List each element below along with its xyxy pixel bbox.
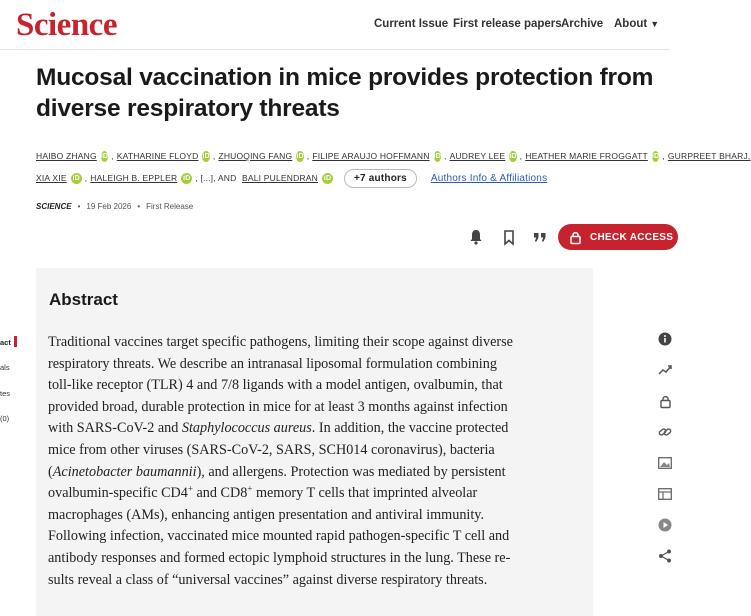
article-meta: SCIENCE • 19 Feb 2026 • First Release xyxy=(36,202,194,211)
abstract-line: respiratory threats. We describe an intranasal liposomal formulation combining xyxy=(48,355,497,372)
author-row-1: HAIBO ZHANG iD , KATHARINE FLOYD iD , ZHUOQING FANG iD , FILIPE ARAUJO HOFFMANN iD , AUDREY LEE iD , HEATHER MARIE FROGGATT iD , GURPREET BHARJ, xyxy=(36,151,751,161)
check-access-label: CHECK ACCESS xyxy=(590,231,674,243)
science-logo[interactable]: Science xyxy=(16,7,117,43)
orcid-icon[interactable]: iD xyxy=(72,174,80,182)
nav-about-label: About xyxy=(614,18,648,30)
author-ellipsis: , [...], AND xyxy=(195,173,237,183)
journal-name[interactable]: SCIENCE xyxy=(36,202,72,211)
abstract-line: with SARS-CoV-2 and Staphylococcus aureus. In addition, the vaccine protected xyxy=(48,420,509,437)
abstract-heading: Abstract xyxy=(49,290,118,309)
author-link[interactable]: FILIPE ARAUJO HOFFMANN xyxy=(312,151,430,161)
chevron-down-icon: ▼ xyxy=(650,19,660,29)
nav-current-issue[interactable]: Current Issue xyxy=(374,18,449,30)
share-icon[interactable] xyxy=(652,545,678,567)
author-link[interactable]: HEATHER MARIE FROGGATT xyxy=(525,151,648,161)
abstract-line: macrophages (AMs), enhancing antigen presentation and antiviral immunity. xyxy=(48,506,485,523)
author-row-2: XIA XIE iD , HALEIGH B. EPPLER iD , [...], AND BALI PULENDRAN iD +7 authors Authors Info & Affiliations xyxy=(36,167,676,189)
abstract-line: toll-like receptor (TLR) 4 and 7/8 ligands with a model antigen, ovalbumin, that xyxy=(48,377,503,394)
side-nav-item[interactable]: tes xyxy=(0,389,11,398)
author-link[interactable]: KATHARINE FLOYD xyxy=(116,151,199,161)
abstract-line: Traditional vaccines target specific pathogens, limiting their scope against diverse xyxy=(48,334,513,350)
quote-icon[interactable] xyxy=(530,225,550,249)
author-link[interactable]: HAIBO ZHANG xyxy=(36,151,97,161)
abstract-line: antibody responses and formed ectopic lymphoid structures in the lung. These re- xyxy=(48,549,511,566)
author-link[interactable]: GURPREET BHARJ, xyxy=(667,151,751,161)
abstract-line: (Acinetobacter baumannii), and allergens. Protection was mediated by persistent xyxy=(48,463,506,480)
lock-icon[interactable] xyxy=(652,390,678,412)
table-icon[interactable] xyxy=(652,483,678,505)
orcid-icon[interactable]: iD xyxy=(433,152,441,160)
side-nav-item[interactable]: (0) xyxy=(0,414,10,423)
more-authors-button[interactable]: +7 authors xyxy=(344,169,417,188)
abstract-line: sults reveal a class of “universal vaccines” against diverse respiratory threats. xyxy=(48,571,488,588)
bell-icon[interactable] xyxy=(466,225,486,249)
side-nav-item[interactable]: als xyxy=(0,363,10,372)
abstract-text xyxy=(48,332,576,591)
bookmark-icon[interactable] xyxy=(499,225,519,249)
orcid-icon[interactable]: iD xyxy=(296,152,304,160)
trend-icon[interactable] xyxy=(652,359,678,381)
check-access-button[interactable] xyxy=(558,224,678,250)
publication-status: First Release xyxy=(146,202,194,211)
side-nav-active-indicator xyxy=(14,336,17,347)
article-title: Mucosal vaccination in mice provides protection from diverse respiratory threats xyxy=(36,64,654,122)
publication-date: 19 Feb 2026 xyxy=(86,202,132,211)
orcid-icon[interactable]: iD xyxy=(651,152,660,160)
nav-about[interactable] xyxy=(614,18,659,30)
side-nav-abstract[interactable]: act xyxy=(0,338,11,347)
nav-archive[interactable]: Archive xyxy=(561,18,604,30)
link-icon[interactable] xyxy=(652,421,678,443)
nav-first-release[interactable]: First release papers xyxy=(453,18,562,30)
abstract-section xyxy=(36,268,593,616)
top-nav-bar xyxy=(0,0,670,50)
abstract-line: mice from other viruses (SARS-CoV-2, SARS, SCH014 coronavirus), bacteria xyxy=(48,441,495,458)
abstract-line: Following infection, vaccinated mice mounted rapid pathogen-specific T cell and xyxy=(48,528,510,545)
author-link[interactable]: AUDREY LEE xyxy=(449,151,506,161)
author-link[interactable]: BALI PULENDRAN xyxy=(241,173,319,183)
info-icon[interactable] xyxy=(652,328,678,350)
play-icon[interactable] xyxy=(652,514,678,536)
abstract-line: ovalbumin-specific CD4+ and CD8+ memory T cells that imprinted alveolar xyxy=(48,483,478,502)
orcid-icon[interactable]: iD xyxy=(100,152,109,160)
orcid-icon[interactable]: iD xyxy=(323,174,332,182)
author-link[interactable]: XIA XIE xyxy=(36,173,67,183)
author-link[interactable]: ZHUOQING FANG xyxy=(218,151,293,161)
orcid-icon[interactable]: iD xyxy=(202,152,210,160)
lock-icon xyxy=(570,231,581,244)
image-icon[interactable] xyxy=(652,452,678,474)
orcid-icon[interactable]: iD xyxy=(509,152,517,160)
author-link[interactable]: HALEIGH B. EPPLER xyxy=(90,173,178,183)
author-list xyxy=(36,145,751,189)
abstract-line: provided broad, durable protection in mice for at least 3 months against infection xyxy=(48,398,508,415)
authors-affiliations-link[interactable]: Authors Info & Affiliations xyxy=(430,172,548,184)
orcid-icon[interactable]: iD xyxy=(183,174,191,182)
